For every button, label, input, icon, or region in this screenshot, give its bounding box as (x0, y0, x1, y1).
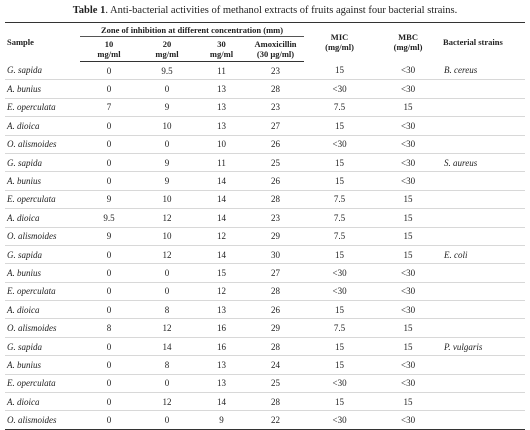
cell-strain (441, 319, 525, 337)
cell-conc-30: 13 (196, 374, 247, 392)
cell-conc-30: 13 (196, 98, 247, 116)
cell-sample: E. operculata (5, 282, 80, 300)
cell-mbc: <30 (375, 117, 441, 135)
table-row (5, 227, 525, 245)
table-row (5, 245, 525, 263)
cell-mic: 15 (304, 62, 375, 80)
cell-conc-30: 16 (196, 319, 247, 337)
cell-sample: G. sapida (5, 153, 80, 171)
cell-mic: 15 (304, 245, 375, 263)
header-mbc (375, 23, 441, 62)
cell-amoxicillin: 28 (247, 80, 304, 98)
cell-conc-30: 14 (196, 190, 247, 208)
table-row (5, 117, 525, 135)
cell-strain: S. aureus (441, 153, 525, 171)
header-mbc-line1: MBC (398, 32, 418, 43)
header-c20 (138, 37, 196, 62)
cell-conc-20: 0 (138, 135, 196, 153)
cell-conc-20: 10 (138, 227, 196, 245)
table-row (5, 135, 525, 153)
cell-conc-20: 14 (138, 337, 196, 355)
table-row (5, 98, 525, 116)
cell-strain (441, 190, 525, 208)
cell-mbc: <30 (375, 153, 441, 171)
cell-mic: 7.5 (304, 209, 375, 227)
cell-conc-10: 0 (80, 282, 138, 300)
cell-mic: <30 (304, 264, 375, 282)
cell-amoxicillin: 26 (247, 172, 304, 190)
table-row (5, 153, 525, 171)
cell-sample: G. sapida (5, 337, 80, 355)
cell-sample: O. alismoides (5, 411, 80, 429)
cell-mic: 15 (304, 301, 375, 319)
header-mic-line2: (mg/ml) (325, 42, 354, 53)
caption-text: . Anti-bacterial activities of methanol extracts of fruits against four bacterial strains. (105, 5, 458, 16)
header-amox (247, 37, 304, 62)
cell-conc-30: 13 (196, 80, 247, 98)
cell-mic: <30 (304, 135, 375, 153)
cell-mbc: <30 (375, 282, 441, 300)
cell-mic: <30 (304, 411, 375, 429)
header-c20-line1: 20 (162, 39, 172, 49)
cell-conc-30: 14 (196, 393, 247, 411)
header-strains: Bacterial strains (441, 23, 525, 62)
cell-amoxicillin: 26 (247, 301, 304, 319)
cell-strain (441, 264, 525, 282)
cell-strain (441, 172, 525, 190)
table-row (5, 393, 525, 411)
cell-mbc: <30 (375, 80, 441, 98)
cell-conc-30: 13 (196, 356, 247, 374)
cell-strain (441, 411, 525, 429)
cell-conc-10: 9.5 (80, 209, 138, 227)
header-c10-line2: mg/ml (97, 49, 121, 59)
header-c30-line1: 30 (217, 39, 226, 49)
cell-amoxicillin: 24 (247, 356, 304, 374)
cell-strain: B. cereus (441, 62, 525, 80)
results-table (5, 22, 525, 430)
table-row (5, 301, 525, 319)
cell-strain (441, 117, 525, 135)
cell-strain: P. vulgaris (441, 337, 525, 355)
cell-strain (441, 282, 525, 300)
cell-conc-20: 12 (138, 319, 196, 337)
cell-conc-30: 13 (196, 301, 247, 319)
cell-conc-30: 15 (196, 264, 247, 282)
cell-amoxicillin: 28 (247, 393, 304, 411)
cell-conc-20: 12 (138, 393, 196, 411)
cell-conc-30: 14 (196, 172, 247, 190)
cell-sample: G. sapida (5, 245, 80, 263)
cell-mic: 15 (304, 337, 375, 355)
cell-strain (441, 374, 525, 392)
cell-mbc: 15 (375, 190, 441, 208)
header-amox-line2: (30 µg/ml) (256, 49, 295, 59)
cell-amoxicillin: 27 (247, 264, 304, 282)
table-row (5, 319, 525, 337)
header-c20-line2: mg/ml (155, 49, 179, 59)
cell-conc-10: 8 (80, 319, 138, 337)
cell-sample: A. dioica (5, 209, 80, 227)
cell-conc-20: 0 (138, 282, 196, 300)
cell-amoxicillin: 25 (247, 153, 304, 171)
cell-sample: O. alismoides (5, 227, 80, 245)
cell-conc-20: 0 (138, 411, 196, 429)
cell-amoxicillin: 28 (247, 190, 304, 208)
cell-mic: <30 (304, 80, 375, 98)
cell-sample: A. dioica (5, 301, 80, 319)
header-mic-line1: MIC (330, 32, 349, 43)
cell-mbc: <30 (375, 374, 441, 392)
cell-mbc: 15 (375, 245, 441, 263)
cell-conc-10: 0 (80, 356, 138, 374)
cell-conc-30: 12 (196, 227, 247, 245)
cell-sample: E. operculata (5, 190, 80, 208)
table-row (5, 411, 525, 429)
cell-sample: A. bunius (5, 80, 80, 98)
cell-mic: 7.5 (304, 190, 375, 208)
cell-conc-10: 7 (80, 98, 138, 116)
cell-conc-20: 0 (138, 374, 196, 392)
cell-conc-30: 11 (196, 62, 247, 80)
header-c30-line2: mg/ml (209, 49, 234, 59)
caption-label: Table 1 (72, 5, 106, 16)
cell-mic: 15 (304, 153, 375, 171)
cell-sample: A. dioica (5, 117, 80, 135)
cell-conc-10: 0 (80, 301, 138, 319)
cell-conc-10: 0 (80, 245, 138, 263)
cell-conc-10: 9 (80, 227, 138, 245)
cell-mbc: <30 (375, 356, 441, 374)
cell-conc-30: 14 (196, 245, 247, 263)
table-row (5, 264, 525, 282)
cell-conc-30: 10 (196, 135, 247, 153)
cell-conc-20: 0 (138, 80, 196, 98)
cell-conc-20: 9.5 (138, 62, 196, 80)
cell-conc-20: 12 (138, 209, 196, 227)
cell-sample: G. sapida (5, 62, 80, 80)
table-caption (0, 4, 530, 17)
cell-amoxicillin: 28 (247, 337, 304, 355)
header-zone: Zone of inhibition at different concentration (mm) (80, 23, 304, 37)
header-mbc-line2: (mg/ml) (393, 42, 423, 53)
cell-conc-20: 9 (138, 153, 196, 171)
cell-conc-10: 0 (80, 153, 138, 171)
header-c10-line1: 10 (104, 39, 114, 49)
cell-amoxicillin: 28 (247, 282, 304, 300)
cell-strain (441, 135, 525, 153)
cell-conc-10: 9 (80, 190, 138, 208)
cell-amoxicillin: 23 (247, 62, 304, 80)
table-row (5, 62, 525, 80)
cell-strain (441, 227, 525, 245)
cell-amoxicillin: 29 (247, 227, 304, 245)
header-c30 (196, 37, 247, 62)
cell-amoxicillin: 30 (247, 245, 304, 263)
table-row (5, 80, 525, 98)
cell-conc-10: 0 (80, 374, 138, 392)
cell-conc-10: 0 (80, 117, 138, 135)
cell-amoxicillin: 27 (247, 117, 304, 135)
cell-mbc: 15 (375, 393, 441, 411)
table-row (5, 172, 525, 190)
table-row (5, 209, 525, 227)
cell-conc-20: 12 (138, 245, 196, 263)
cell-conc-30: 11 (196, 153, 247, 171)
cell-conc-20: 8 (138, 301, 196, 319)
cell-mbc: 15 (375, 227, 441, 245)
cell-amoxicillin: 23 (247, 98, 304, 116)
cell-mbc: <30 (375, 62, 441, 80)
cell-mic: 7.5 (304, 319, 375, 337)
cell-sample: E. operculata (5, 98, 80, 116)
header-c10 (80, 37, 138, 62)
cell-sample: A. bunius (5, 356, 80, 374)
cell-strain (441, 301, 525, 319)
cell-strain (441, 98, 525, 116)
cell-strain: E. coli (441, 245, 525, 263)
cell-conc-10: 0 (80, 62, 138, 80)
cell-conc-30: 14 (196, 209, 247, 227)
table-row (5, 282, 525, 300)
cell-conc-30: 12 (196, 282, 247, 300)
cell-mic: 15 (304, 356, 375, 374)
cell-sample: A. bunius (5, 172, 80, 190)
table-row (5, 356, 525, 374)
cell-conc-30: 9 (196, 411, 247, 429)
header-amox-line1: Amoxicillin (254, 39, 297, 49)
cell-conc-20: 9 (138, 98, 196, 116)
cell-conc-10: 0 (80, 172, 138, 190)
cell-mbc: <30 (375, 135, 441, 153)
table-row (5, 337, 525, 355)
cell-sample: A. dioica (5, 393, 80, 411)
cell-amoxicillin: 29 (247, 319, 304, 337)
cell-conc-10: 0 (80, 135, 138, 153)
cell-conc-10: 0 (80, 411, 138, 429)
cell-amoxicillin: 26 (247, 135, 304, 153)
cell-amoxicillin: 23 (247, 209, 304, 227)
cell-mbc: 15 (375, 209, 441, 227)
cell-sample: O. alismoides (5, 319, 80, 337)
header-sample: Sample (5, 23, 80, 62)
cell-mbc: <30 (375, 264, 441, 282)
table-row (5, 374, 525, 392)
table-body (5, 62, 525, 430)
cell-mbc: <30 (375, 172, 441, 190)
cell-mbc: <30 (375, 301, 441, 319)
cell-mic: 15 (304, 172, 375, 190)
cell-strain (441, 393, 525, 411)
cell-amoxicillin: 22 (247, 411, 304, 429)
cell-sample: O. alismoides (5, 135, 80, 153)
cell-strain (441, 356, 525, 374)
cell-conc-30: 13 (196, 117, 247, 135)
cell-conc-30: 16 (196, 337, 247, 355)
table-row (5, 190, 525, 208)
cell-mic: <30 (304, 282, 375, 300)
cell-conc-10: 0 (80, 264, 138, 282)
cell-conc-10: 0 (80, 80, 138, 98)
cell-mic: 7.5 (304, 227, 375, 245)
cell-conc-10: 0 (80, 337, 138, 355)
cell-conc-20: 8 (138, 356, 196, 374)
cell-strain (441, 209, 525, 227)
cell-mic: 15 (304, 393, 375, 411)
cell-mbc: 15 (375, 319, 441, 337)
cell-mic: 7.5 (304, 98, 375, 116)
cell-mic: <30 (304, 374, 375, 392)
cell-sample: A. bunius (5, 264, 80, 282)
cell-conc-20: 9 (138, 172, 196, 190)
cell-mbc: 15 (375, 98, 441, 116)
cell-sample: E. operculata (5, 374, 80, 392)
cell-mbc: <30 (375, 411, 441, 429)
cell-mic: 15 (304, 117, 375, 135)
header-mic (304, 23, 375, 62)
cell-conc-10: 0 (80, 393, 138, 411)
cell-mbc: 15 (375, 337, 441, 355)
cell-strain (441, 80, 525, 98)
cell-conc-20: 10 (138, 117, 196, 135)
cell-conc-20: 0 (138, 264, 196, 282)
cell-amoxicillin: 25 (247, 374, 304, 392)
cell-conc-20: 10 (138, 190, 196, 208)
